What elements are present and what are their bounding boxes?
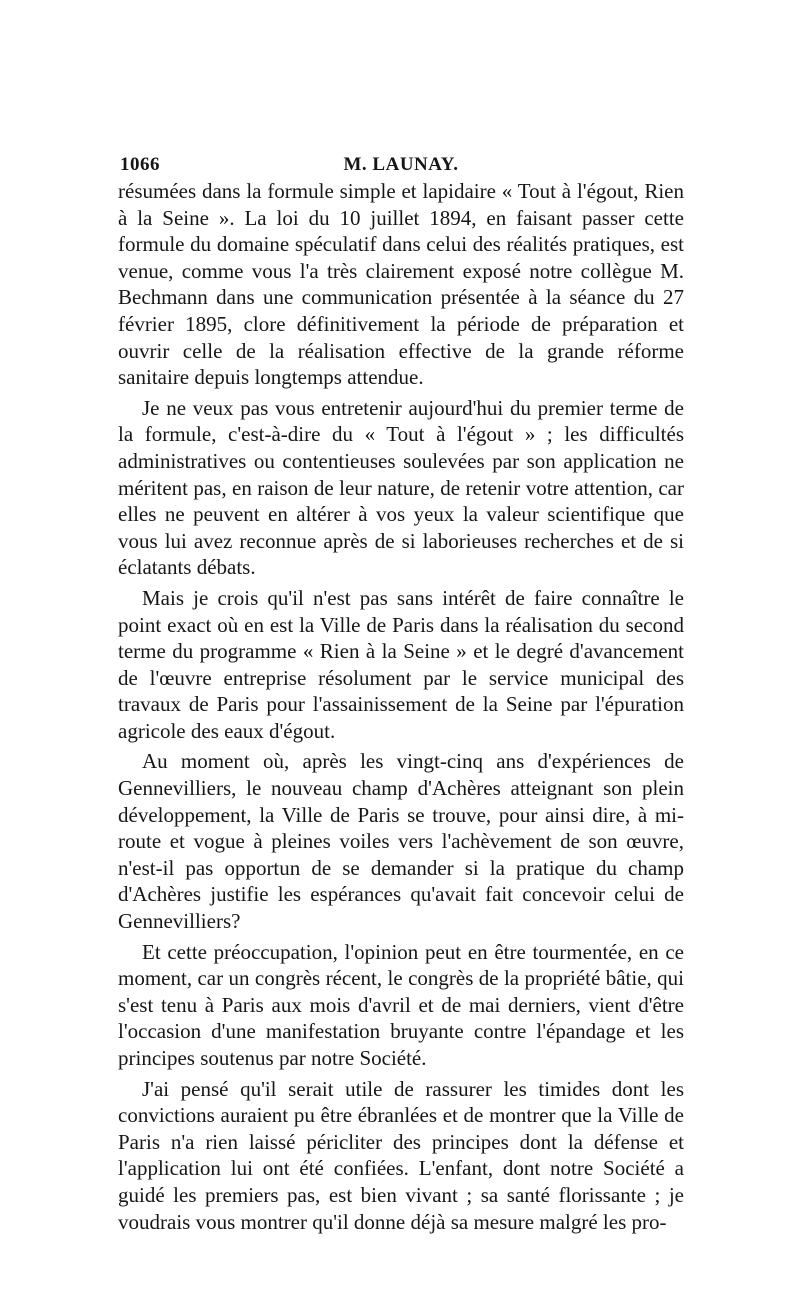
paragraph-2: Je ne veux pas vous entretenir aujourd'hui du premier terme de la formule, c'est-à-dire du « Tout à l'égout » ; les difficultés administratives ou contentieuses soulevées par son application ne méritent pas, en raison de leur nature, de retenir votre attention, car elles ne peuvent en altérer à vos yeux la valeur scientifique que vous lui avez reconnue après de si laborieuses recherches et de si éclatants débats. [118,395,684,580]
body-text [118,178,684,1235]
page-number: 1066 [120,154,160,175]
running-title: M. LAUNAY. [343,154,459,175]
paragraph-1: résumées dans la formule simple et lapidaire « Tout à l'égout, Rien à la Seine ». La loi du 10 juillet 1894, en faisant passer cette formule du domaine spéculatif dans celui des réalités pratiques, est venue, comme vous l'a très clairement exposé notre collègue M. Bechmann dans une communication présentée à la séance du 27 février 1895, clore définitivement la période de préparation et ouvrir celle de la réalisation effective de la grande réforme sanitaire depuis longtemps attendue. [118,179,684,390]
paragraph-4: Au moment où, après les vingt-cinq ans d'expériences de Gennevilliers, le nouveau champ d'Achères atteignant son plein développement, la Ville de Paris se trouve, pour ainsi dire, à mi-route et vogue à pleines voiles vers l'achèvement de son œuvre, n'est-il pas opportun de se demander si la pratique du champ d'Achères justifie les espérances qu'avait fait concevoir celui de Gennevilliers? [118,749,684,934]
paragraph-6: J'ai pensé qu'il serait utile de rassurer les timides dont les convictions auraient pu être ébranlées et de montrer que la Ville de Paris n'a rien laissé péricliter des principes dont la défense et l'application lui ont été confiées. L'enfant, dont notre Société a guidé les premiers pas, est bien vivant ; sa santé florissante ; je voudrais vous montrer qu'il donne déjà sa mesure malgré les pro- [118,1076,684,1234]
paragraph-5: Et cette préoccupation, l'opinion peut en être tourmentée, en ce moment, car un congrès récent, le congrès de la propriété bâtie, qui s'est tenu à Paris aux mois d'avril et de mai derniers, vient d'être l'occasion d'une manifestation bruyante contre l'épandage et les principes soutenus par notre Société. [118,939,684,1070]
running-head [118,150,684,178]
book-page [118,150,684,1239]
paragraph-3: Mais je crois qu'il n'est pas sans intérêt de faire connaître le point exact où en est la Ville de Paris dans la réalisation du second terme du programme « Rien à la Seine » et le degré d'avancement de l'œuvre entreprise résolument par le service municipal des travaux de Paris pour l'assainissement de la Seine par l'épuration agricole des eaux d'égout. [118,585,684,743]
